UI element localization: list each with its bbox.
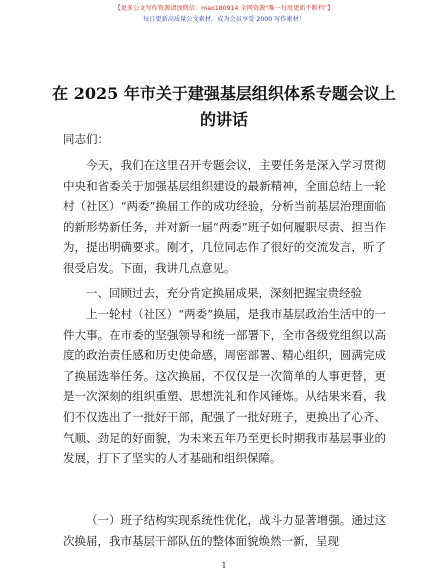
document-title: 在 2025 年市关于建强基层组织体系专题会议上的讲话: [52, 84, 396, 129]
promo-banner-line-2: 每日更新高质量公文素材，成为会员享受 2000 写作素材！: [143, 16, 305, 23]
paragraph-section-1: 上一轮村（社区）“两委”换届，是我市基层政治生活中的一件大事。在市委的坚强领导和统一部署下，全市各级党组织以高度的政治责任感和历史使命感，周密部署、精心组织，圆满完成了换届选举任务。这次换届，不仅仅是一次简单的人事更替，更是一次深刻的组织重塑、思想洗礼和作风锤炼。从结果来看，我们不仅选出了一批好干部，配强了一批好班子，更换出了心齐、气顺、劲足的好面貌，为未来五年乃至更长时期我市基层事业的发展，打下了坚实的人才基础和组织保障。: [63, 307, 386, 466]
subsection-paragraph-1: （一）班子结构实现系统性优化，战斗力显著增强。通过这次换届，我市基层干部队伍的整体面貌焕然一新，呈现: [63, 513, 386, 548]
page-number: 1: [221, 561, 227, 570]
promo-banner-line-1: 【更多公文写作资源请加微信：mao180914 全网资源“唯一每周更新不断档”】: [114, 5, 334, 12]
section-heading-1: 一、回顾过去，充分肯定换届成果，深刻把握宝贵经验: [86, 286, 362, 300]
paragraph-intro: 今天，我们在这里召开专题会议，主要任务是深入学习贯彻中央和省委关于加强基层组织建设的最新精神，全面总结上一轮村（社区）“两委”换届工作的成功经验，分析当前基层治理面临的新形势新任务，并对新一届“两委”班子如何履职尽责、担当作为，提出明确要求。刚才，几位同志作了很好的交流发言，听了很受启发。下面，我讲几点意见。: [63, 158, 386, 275]
salutation: 同志们：: [63, 132, 109, 146]
